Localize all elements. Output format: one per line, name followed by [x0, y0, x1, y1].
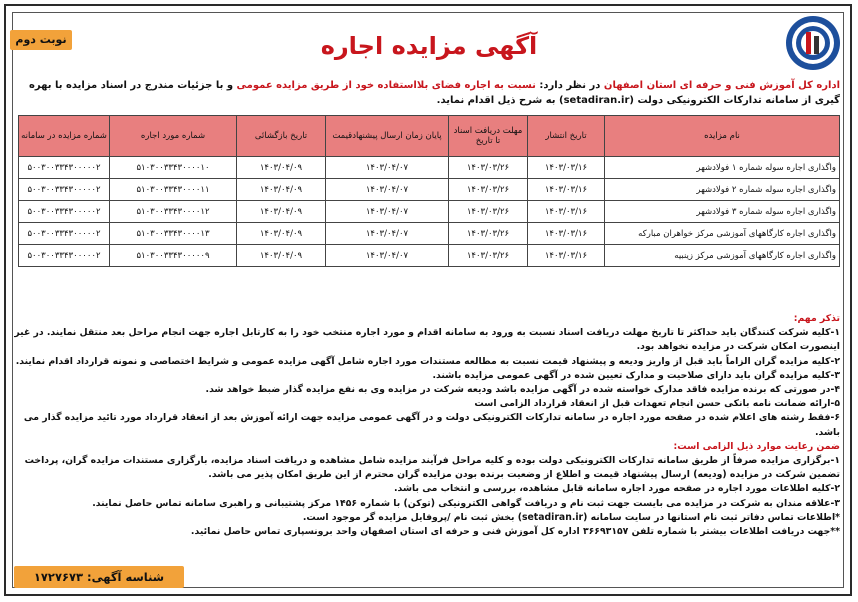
requirement-item: ۲-کلیه اطلاعات مورد اجاره در صفحه مورد اجاره سامانه قابل مشاهده، بررسی و انتخاب می باشد. [394, 483, 840, 495]
table-header-row [19, 116, 840, 157]
cell-docs-deadline: ۱۴۰۳/۰۳/۲۶ [449, 201, 528, 223]
cell-name: واگذاری اجاره کارگاههای آموزشی مرکز خواهران مبارکه [605, 223, 840, 245]
requirements-heading: ضمن رعایت موارد ذیل الزامی است: [673, 440, 840, 452]
note-item: ۴-در صورتی که برنده مزایده فاقد مدارک خواسته شده در آگهی مزایده باشد ودیعه شرکت در مزایده وی به نفع مزایده گذار ضبط خواهد شد. [205, 384, 840, 396]
notes-section [14, 312, 840, 539]
requirement-item: ۱-برگزاری مزایده صرفاً از طریق سامانه تدارکات الکترونیکی دولت بوده و کلیه مراحل فرآیند مزایده شامل مشاهده و دریافت اسناد مزایده، بارگزاری مستندات مزایده گران، پرداخت تضمین شرکت در مزایده (ودیعه) ارسال پیشنهاد قیمت و اطلاع از وضعیت برنده بودن مزایده گران محترم از این طریق امکان پذیر می باشد. [24, 455, 840, 481]
col-header-opening-date: تاریخ بازگشائی [237, 116, 326, 157]
note-item: ۳-کلیه مزایده گران باید دارای صلاحیت و مدارک تعیین شده در آگهی عمومی مزایده باشند. [432, 369, 840, 381]
intro-part1: در نظر دارد: [535, 80, 604, 91]
intro-highlight: نسبت به اجاره فضای بلااستفاده خود از طریق مزایده عمومی [236, 80, 536, 91]
ad-id-badge: شناسه آگهی: ۱۷۲۷۶۷۳ [14, 566, 184, 588]
intro-paragraph [14, 78, 840, 108]
cell-name: واگذاری اجاره سوله شماره ۱ فولادشهر [605, 157, 840, 179]
cell-system-number: ۵۰۰۳۰۰۳۳۴۳۰۰۰۰۰۲ [19, 223, 110, 245]
cell-system-number: ۵۰۰۳۰۰۳۳۴۳۰۰۰۰۰۲ [19, 179, 110, 201]
intro-part2: و با جزئیات مندرج در اسناد مزایده با بهره گیری از سامانه تدارکات الکترونیکی دولت (setadiran.ir) به شرح ذیل اقدام نماید. [29, 80, 840, 106]
cell-lease-number: ۵۱۰۳۰۰۳۳۴۳۰۰۰۰۰۹ [110, 245, 237, 267]
cell-name: واگذاری اجاره سوله شماره ۲ فولادشهر [605, 179, 840, 201]
cell-docs-deadline: ۱۴۰۳/۰۳/۲۶ [449, 179, 528, 201]
cell-opening-date: ۱۴۰۳/۰۴/۰۹ [237, 179, 326, 201]
cell-opening-date: ۱۴۰۳/۰۴/۰۹ [237, 245, 326, 267]
cell-bid-deadline: ۱۴۰۳/۰۴/۰۷ [326, 201, 449, 223]
auction-table [18, 115, 840, 267]
cell-docs-deadline: ۱۴۰۳/۰۳/۲۶ [449, 223, 528, 245]
cell-opening-date: ۱۴۰۳/۰۴/۰۹ [237, 201, 326, 223]
table-row [19, 223, 840, 245]
notes-heading: تذکر مهم: [793, 313, 840, 324]
requirement-item: *اطلاعات تماس دفاتر ثبت نام استانها در سایت سامانه (setadiran.ir) بخش ثبت نام /پروفایل مزایده گر موجود است. [302, 511, 840, 523]
cell-system-number: ۵۰۰۳۰۰۳۳۴۳۰۰۰۰۰۲ [19, 157, 110, 179]
cell-system-number: ۵۰۰۳۰۰۳۳۴۳۰۰۰۰۰۲ [19, 245, 110, 267]
cell-bid-deadline: ۱۴۰۳/۰۴/۰۷ [326, 223, 449, 245]
note-item: ۵-ارائه ضمانت نامه بانکی حسن انجام تعهدات قبل از انعقاد قرارداد الزامی است [474, 398, 840, 410]
cell-lease-number: ۵۱۰۳۰۰۳۳۴۳۰۰۰۰۱۰ [110, 157, 237, 179]
cell-system-number: ۵۰۰۳۰۰۳۳۴۳۰۰۰۰۰۲ [19, 201, 110, 223]
table-row [19, 157, 840, 179]
ad-title: آگهی مزایده اجاره [320, 32, 538, 60]
cell-publish-date: ۱۴۰۳/۰۳/۱۶ [528, 223, 605, 245]
cell-bid-deadline: ۱۴۰۳/۰۴/۰۷ [326, 179, 449, 201]
cell-lease-number: ۵۱۰۳۰۰۳۳۴۳۰۰۰۰۱۱ [110, 179, 237, 201]
table-row [19, 201, 840, 223]
cell-opening-date: ۱۴۰۳/۰۴/۰۹ [237, 223, 326, 245]
col-header-system-number: شماره مزایده در سامانه [19, 116, 110, 157]
col-header-docs-deadline: مهلت دریافت اسناد تا تاریخ [449, 116, 528, 157]
table-row [19, 245, 840, 267]
note-item: ۱-کلیه شرکت کنندگان باید حداکثر تا تاریخ مهلت دریافت اسناد نسبت به ورود به سامانه اقدام و مورد اجاره منتخب خود را به کارتابل اجاره جهت انجام مراحل بعد منتقل نمایند. در غیر اینصورت امکان شرکت در مزایده نخواهد بود. [14, 327, 840, 353]
table-row [19, 179, 840, 201]
col-header-bid-deadline: پایان زمان ارسال پیشنهادقیمت [326, 116, 449, 157]
note-item: ۶-فقط رشته های اعلام شده در صفحه مورد اجاره در سامانه تدارکات الکترونیکی دولت و در آگهی عمومی مزایده جهت ارائه آموزش بعد از انعقاد قرارداد مورد تائید مزایده گذار می باشد. [23, 412, 840, 438]
requirement-item: **جهت دریافت اطلاعات بیشتر با شماره تلفن ۳۶۶۹۳۱۵۷ اداره کل آموزش فنی و حرفه ای استان اصفهان واحد برونسپاری تماس حاصل نمائید. [190, 526, 840, 538]
cell-name: واگذاری اجاره کارگاههای آموزشی مرکز زینبیه [605, 245, 840, 267]
cell-name: واگذاری اجاره سوله شماره ۳ فولادشهر [605, 201, 840, 223]
requirement-item: ۳-علاقه مندان به شرکت در مزایده می بایست جهت ثبت نام و دریافت گواهی الکترونیکی (توکن) با شماره ۱۴۵۶ مرکز پشتیبانی و راهبری سامانه تماس حاصل نمایند. [92, 497, 840, 509]
cell-bid-deadline: ۱۴۰۳/۰۴/۰۷ [326, 157, 449, 179]
col-header-name: نام مزایده [605, 116, 840, 157]
cell-publish-date: ۱۴۰۳/۰۳/۱۶ [528, 157, 605, 179]
cell-lease-number: ۵۱۰۳۰۰۳۳۴۳۰۰۰۰۱۲ [110, 201, 237, 223]
cell-publish-date: ۱۴۰۳/۰۳/۱۶ [528, 245, 605, 267]
cell-opening-date: ۱۴۰۳/۰۴/۰۹ [237, 157, 326, 179]
cell-docs-deadline: ۱۴۰۳/۰۳/۲۶ [449, 245, 528, 267]
note-item: ۲-کلیه مزایده گران الزاماً باید قبل از واریز ودیعه و پیشنهاد قیمت نسبت به مطالعه مستندات مورد اجاره شامل آگهی مزایده عمومی و شرایط اختصاصی و نمونه قرارداد اقدام نمایند. [15, 355, 840, 367]
col-header-lease-number: شماره مورد اجاره [110, 116, 237, 157]
cell-publish-date: ۱۴۰۳/۰۳/۱۶ [528, 179, 605, 201]
cell-bid-deadline: ۱۴۰۳/۰۴/۰۷ [326, 245, 449, 267]
edition-badge: نوبت دوم [10, 30, 72, 50]
cell-lease-number: ۵۱۰۳۰۰۳۳۴۳۰۰۰۰۱۳ [110, 223, 237, 245]
organization-name: اداره کل آموزش فنی و حرفه ای استان اصفهان [603, 80, 840, 91]
col-header-publish-date: تاریخ انتشار [528, 116, 605, 157]
cell-docs-deadline: ۱۴۰۳/۰۳/۲۶ [449, 157, 528, 179]
cell-publish-date: ۱۴۰۳/۰۳/۱۶ [528, 201, 605, 223]
